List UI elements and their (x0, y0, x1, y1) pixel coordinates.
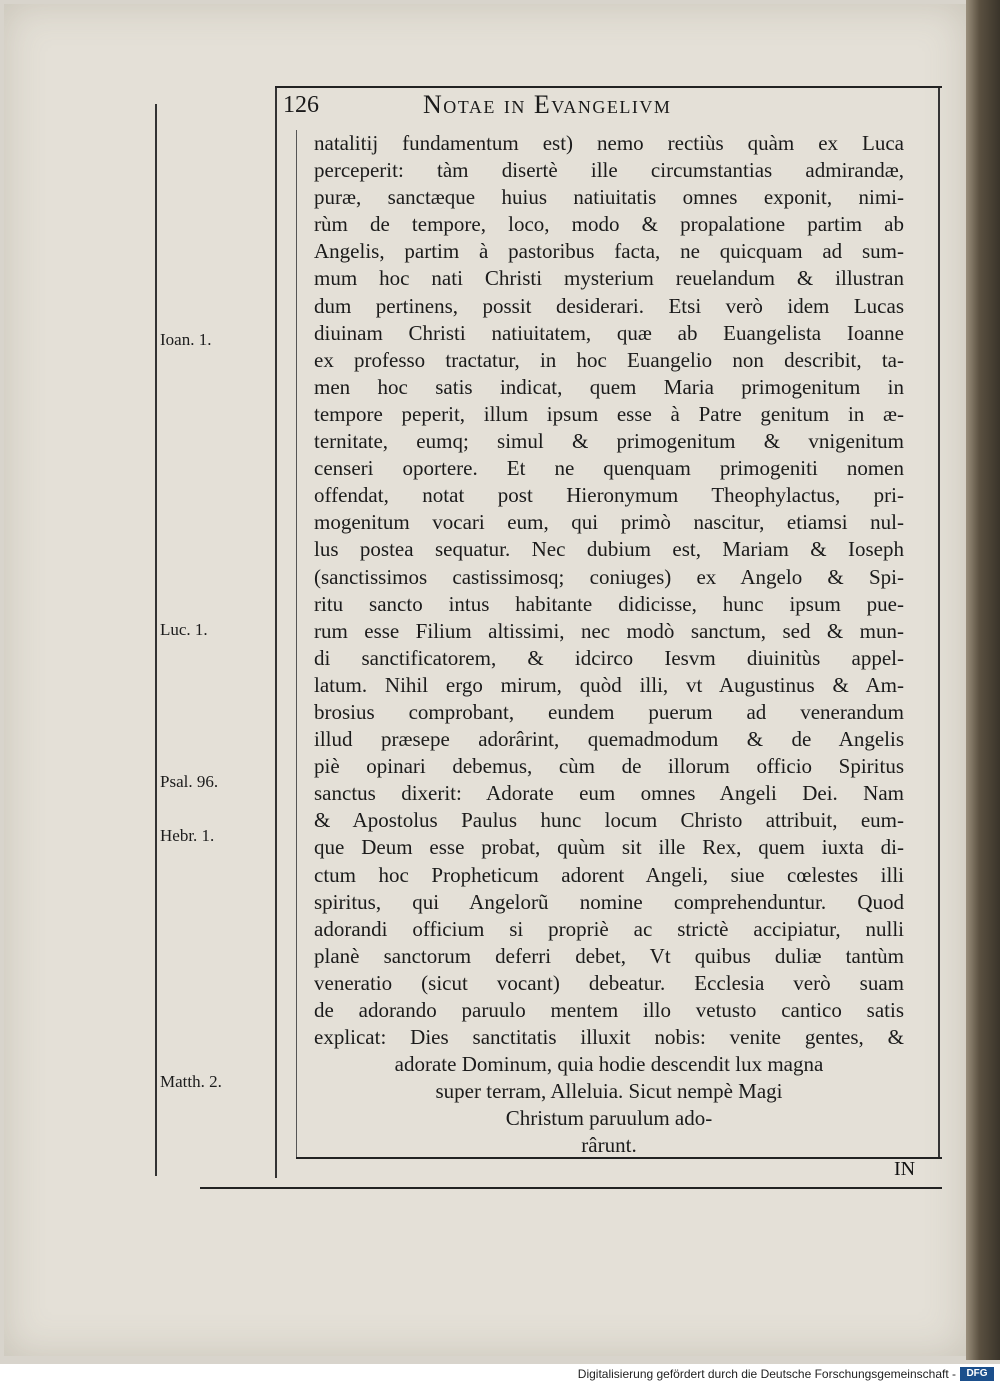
text-line: brosius comprobant, eundem puerum ad venerandum (314, 699, 904, 724)
text-line: Angelis, partim à pastoribus facta, ne quicquam ad sum- (314, 239, 904, 264)
text-line: ternitate, eumq; simul & primogenitum & vnigenitum (314, 429, 904, 454)
text-line: mogenitum vocari eum, qui primò nascitur, etiamsi nul- (314, 510, 904, 535)
margin-note-ioan: Ioan. 1. (160, 330, 212, 349)
text-line: de adorando paruulo mentem illo vetusto cantico satis (314, 998, 904, 1022)
text-line: veneratio (sicut vocant) debeatur. Ecclesia verò suam (314, 970, 904, 995)
text-line: illud præsepe adorârint, quemadmodum & de Angelis (314, 727, 904, 752)
text-line: puræ, sanctæque huius natiuitatis omnes exponit, nimi- (314, 185, 904, 210)
dfg-logo-icon[interactable]: DFG (960, 1367, 994, 1381)
text-line: adorandi officium si propriè ac strictè accipiatur, nulli (314, 916, 904, 941)
text-line: adorate Dominum, quia hodie descendit lux magna (394, 1052, 824, 1077)
text-line: diuinam Christi natiuitatem, quæ ab Euangelista Ioanne (314, 320, 904, 345)
text-line: spiritus, qui Angelorũ nomine comprehenduntur. Quod (314, 889, 904, 914)
running-head (283, 90, 933, 126)
text-line: latum. Nihil ergo mirum, quòd illi, vt Augustinus & Am- (314, 672, 904, 697)
text-line: offendat, notat post Hieronymum Theophylactus, pri- (314, 483, 904, 508)
digitization-footer (0, 1364, 1000, 1385)
margin-note-hebr: Hebr. 1. (160, 826, 215, 845)
text-line: sanctus dixerit: Adorate eum omnes Angeli Dei. Nam (314, 781, 904, 806)
text-line: censeri oportere. Et ne quenquam primogeniti nomen (314, 456, 904, 481)
text-rule-inner (296, 130, 297, 1158)
text-line: rum esse Filium altissimi, nec modò sanctum, sed & mun- (314, 618, 904, 643)
text-line: ex professo tractatur, in hoc Euangelio non describit, ta- (314, 347, 904, 372)
margin-note-psal: Psal. 96. (160, 772, 219, 791)
margin-note-matth: Matth. 2. (160, 1072, 222, 1091)
text-line: di sanctificatorem, & idcirco Iesvm diuinitùs appel- (314, 645, 904, 670)
text-line: super terram, Alleluia. Sicut nempè Magi (435, 1079, 783, 1104)
margin-rule-inner (275, 88, 277, 1178)
body-text (314, 130, 904, 1160)
text-line: que Deum esse probat, quùm sit ille Rex, quem iuxta di- (314, 835, 904, 860)
text-line: & Apostolus Paulus hunc locum Christo attribuit, eum- (314, 808, 904, 833)
text-line: piè opinari debemus, cùm de illorum officio Spiritus (314, 754, 904, 779)
text-line: natalitij fundamentum est) nemo rectiùs quàm ex Luca (314, 131, 904, 155)
text-rule-right (938, 88, 940, 1158)
text-line: ctum hoc Propheticum adorent Angeli, siue cœlestes illi (314, 862, 904, 887)
text-line: rârunt. (581, 1133, 637, 1158)
text-line: mum hoc nati Christi mysterium reuelandum & illustran (314, 266, 904, 291)
text-line: dum pertinens, possit desiderari. Etsi verò idem Lucas (314, 293, 904, 318)
text-line: perceperit: tàm disertè ille circumstantias admirandæ, (314, 158, 904, 183)
margin-note-luc: Luc. 1. (160, 620, 208, 639)
running-title: Notae in Evangelivm (423, 90, 672, 119)
text-line: explicat: Dies sanctitatis illuxit nobis: venite gentes, & (314, 1025, 904, 1050)
bottom-rule-outer (200, 1187, 942, 1189)
margin-rule-left (155, 104, 157, 1176)
text-line: (sanctissimos castissimosq; coniuges) ex Angelo & Spi- (314, 564, 904, 589)
text-line: planè sanctorum deferri debet, Vt quibus duliæ tantùm (314, 943, 904, 968)
text-line: lus postea sequatur. Nec dubium est, Mariam & Ioseph (314, 537, 904, 562)
text-line: Christum paruulum ado- (505, 1106, 713, 1131)
book-edge (966, 0, 1000, 1360)
text-line: rùm de tempore, loco, modo & propalatione partim ab (314, 212, 904, 237)
text-line: ritu sancto intus habitante didicisse, hunc ipsum pue- (314, 591, 904, 616)
footer-credit: Digitalisierung gefördert durch die Deutsche Forschungsgemeinschaft - (577, 1367, 956, 1381)
catchword: IN (894, 1158, 916, 1180)
text-line: men hoc satis indicat, quem Maria primogenitum in (314, 374, 904, 399)
top-rule (275, 86, 942, 88)
text-line: tempore peperit, illum ipsum esse à Patre genitum in æ- (314, 401, 904, 426)
page-number: 126 (283, 92, 319, 118)
